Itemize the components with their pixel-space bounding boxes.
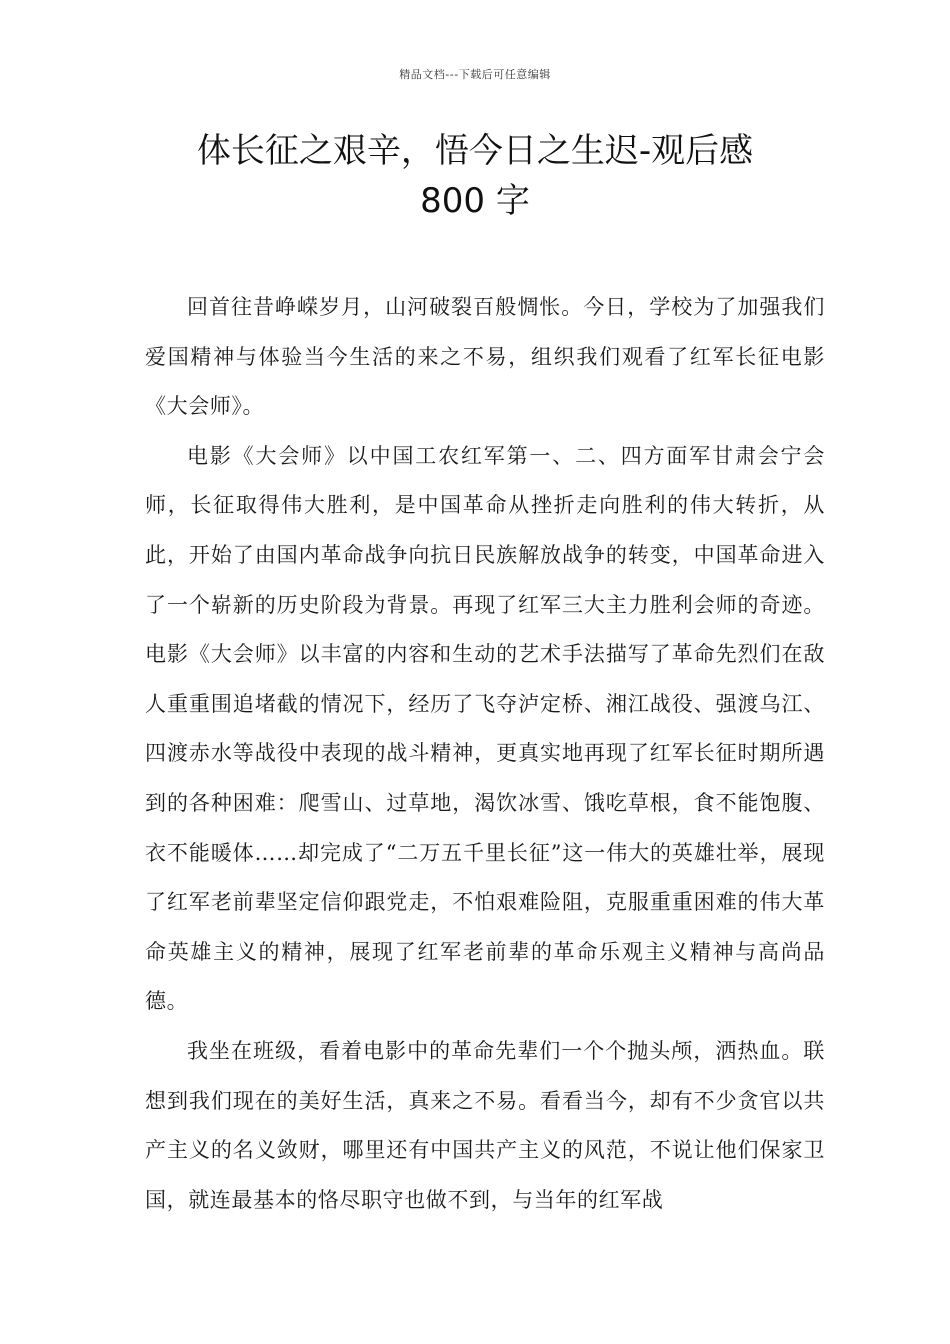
header-note: 精品文档---下载后可任意编辑: [399, 68, 551, 81]
paragraph-3: 我坐在班级，看着电影中的革命先辈们一个个抛头颅，洒热血。联想到我们现在的美好生活，真来之不易。看看当今，却有不少贪官以共产主义的名义敛财，哪里还有中国共产主义的风范，不说让他们保家卫国，就连最基本的恪尽职守也做不到，与当年的红军战: [145, 1038, 825, 1212]
document-body: [145, 283, 825, 1225]
paragraph-2: 电影《大会师》以中国工农红军第一、二、四方面军甘肃会宁会师，长征取得伟大胜利，是中国革命从挫折走向胜利的伟大转折，从此，开始了由国内革命战争向抗日民族解放战争的转变，中国革命进入了一个崭新的历史阶段为背景。再现了红军三大主力胜利会师的奇迹。电影《大会师》以丰富的内容和生动的艺术手法描写了革命先烈们在敌人重重围追堵截的情况下，经历了飞夺泸定桥、湘江战役、强渡乌江、四渡赤水等战役中表现的战斗精神，更真实地再现了红军长征时期所遇到的各种困难：爬雪山、过草地，渴饮冰雪、饿吃草根，食不能饱腹、衣不能暖体……却完成了“二万五千里长征”这一伟大的英雄壮举，展现了红军老前辈坚定信仰跟党走，不怕艰难险阻，克服重重困难的伟大革命英雄主义的精神，展现了红军老前辈的革命乐观主义精神与高尚品德。: [145, 443, 825, 1014]
document-title: [120, 126, 830, 226]
title-line-2: 800 字: [420, 181, 530, 221]
paragraph-1: 回首往昔峥嵘岁月，山河破裂百般惆怅。今日，学校为了加强我们爱国精神与体验当今生活的来之不易，组织我们观看了红军长征电影《大会师》。: [145, 295, 825, 419]
title-line-1: 体长征之艰辛，悟今日之生迟-观后感: [196, 131, 754, 171]
